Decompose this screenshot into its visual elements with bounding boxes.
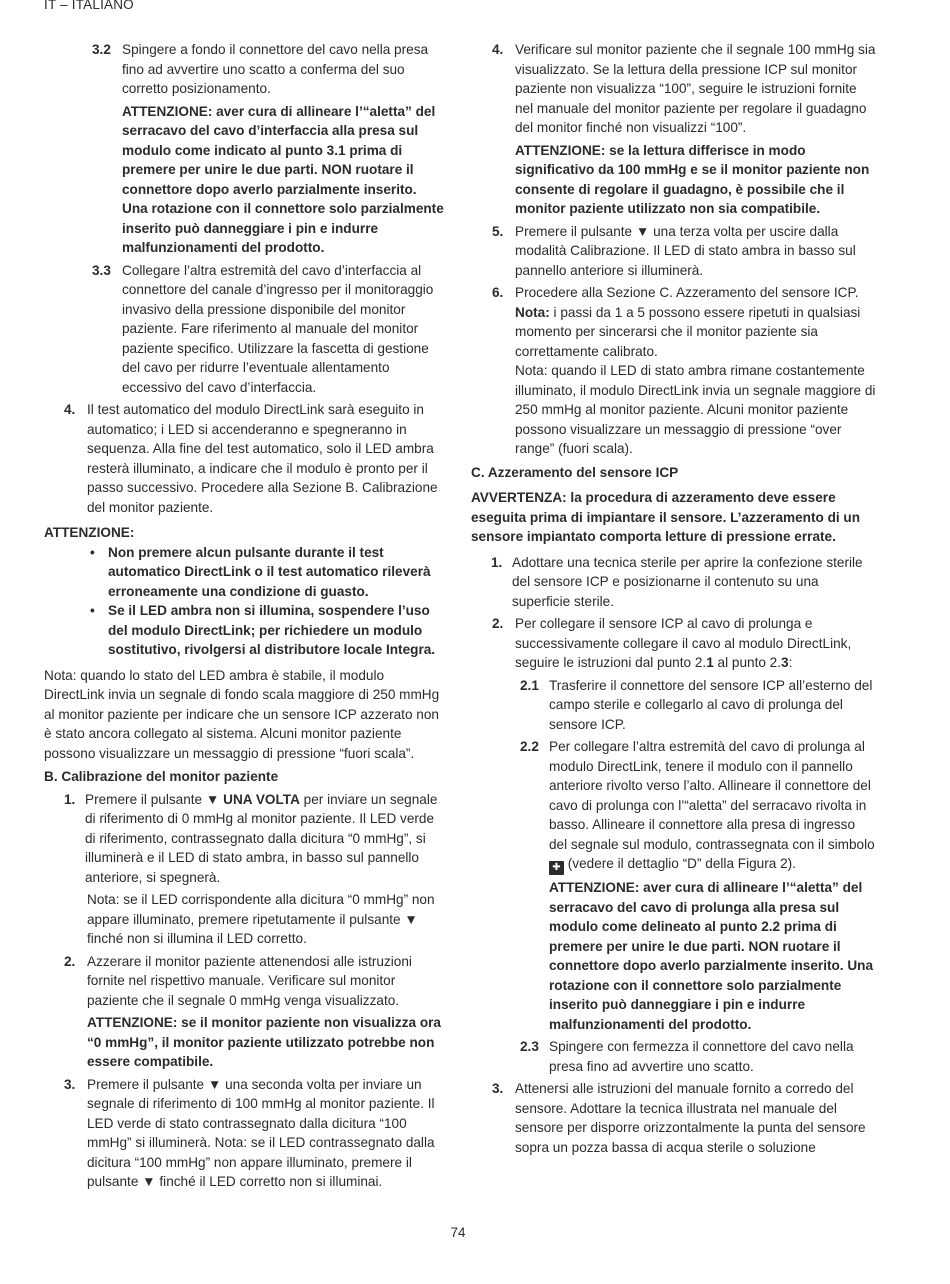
- step-number: 5.: [492, 223, 504, 239]
- step-number: 1.: [64, 791, 76, 807]
- step-number: 2.3: [520, 1039, 539, 1054]
- step-number: 2.: [492, 616, 504, 631]
- right-column: [471, 40, 876, 1157]
- bullet-text: Se il LED ambra non si illumina, sospendere l’uso del modulo DirectLink; per richiedere un modulo sostitutivo, rivolgersi al distributore locale Integra.: [108, 603, 436, 657]
- step-text: Azzerare il monitor paziente attenendosi alle istruzioni fornite nel rispettivo manuale. Verificare sul monitor paziente che il segnale 0 mmHg venga visualizzato.: [87, 953, 412, 1008]
- bullet-item: [90, 601, 446, 660]
- step-text: Procedere alla Sezione C. Azzeramento del sensore ICP.: [515, 285, 859, 300]
- step-b4: [492, 40, 876, 219]
- step-b5: [492, 222, 876, 281]
- warning-text: ATTENZIONE: se la lettura differisce in modo significativo da 100 mmHg e se il monitor paziente non consente di regolare il guadagno, è possibile che il monitor paziente utilizzato non sia compatibile.: [515, 142, 870, 216]
- step-b1: [64, 790, 446, 949]
- bullet-glyph: •: [90, 603, 95, 618]
- step-number: 3.: [492, 1081, 504, 1096]
- page-header: IT – ITALIANO: [44, 0, 134, 12]
- step-text: Premere il pulsante ▼ una terza volta per uscire dalla modalità Calibrazione. Il LED di stato ambra in basso sul pannello anteriore si illuminerà.: [515, 223, 856, 278]
- signal-input-symbol-icon: ✚: [549, 861, 564, 875]
- note-text: Nota: se il LED corrispondente alla dicitura “0 mmHg” non appare illuminato, premere ripetutamente il pulsante ▼ finché non si illumina il LED corretto.: [87, 892, 435, 946]
- step-text: Per collegare il sensore ICP al cavo di prolunga e successivamente collegare il cavo al modulo DirectLink, seguire le istruzioni dal punto 2.1 al punto 2.3:: [515, 616, 852, 670]
- bullet-glyph: •: [90, 544, 95, 560]
- step-3-2: [92, 40, 446, 258]
- step-text: Attenersi alle istruzioni del manuale fornito a corredo del sensore. Adottare la tecnica illustrata nel manuale del sensore per disporre orizzontalmente la punta del sensore sopra un pozza bassa di acqua sterile o soluzione: [515, 1081, 866, 1155]
- step-c3: [492, 1079, 876, 1157]
- step-text: Per collegare l’altra estremità del cavo di prolunga al modulo DirectLink, tenere il modulo con il pannello anteriore rivolto verso l’alto. Allineare il connettore del cavo di prolunga con l’“aletta” del serracavo rivolta in basso. Allineare il connettore alla presa di ingresso del segnale sul modulo, contrassegnata con il simbolo ✚ (vedere il dettaglio “D” della Figura 2).: [549, 739, 875, 873]
- step-number: 2.2: [520, 739, 539, 754]
- step-text: Il test automatico del modulo DirectLink sarà eseguito in automatico; i LED si accenderanno e spegneranno in sequenza. Alla fine del test automatico, solo il LED ambra resterà illuminato, a indicare che il modulo è pronto per il passo successivo. Procedere alla Sezione B. Calibrazione del monitor paziente.: [87, 402, 438, 515]
- note-text: Nota: quando il LED di stato ambra rimane costantemente illuminato, il modulo DirectLink invia un segnale maggiore di 250 mmHg al monitor paziente. Alcuni monitor paziente possono visualizzare un messaggio di pressione “over range” (fuori scala).: [515, 363, 876, 456]
- step-text: Premere il pulsante ▼ UNA VOLTA per inviare un segnale di riferimento di 0 mmHg al monitor paziente. Il LED verde di riferimento, contrassegnato dalla dicitura “0 mmHg”, si illuminerà e il LED di stato ambra, in basso sul pannello anteriore, si spegnerà.: [85, 791, 438, 885]
- step-c2-3: [520, 1037, 876, 1076]
- note-text: Nota: quando lo stato del LED ambra è stabile, il modulo DirectLink invia un segnale di fondo scala maggiore di 250 mmHg al monitor paziente per indicare che un sensore ICP azzerato non è stato ancora collegato al sistema. Alcuni monitor paziente possono visualizzare un messaggio di pressione “fuori scala”.: [44, 667, 440, 761]
- step-c2: [492, 614, 876, 673]
- step-c1: [491, 553, 876, 612]
- step-number: 4.: [492, 42, 504, 57]
- step-number: 4.: [64, 402, 76, 417]
- attention-label: ATTENZIONE:: [44, 525, 135, 540]
- step-number: 2.: [64, 953, 76, 969]
- step-number: 6.: [492, 285, 504, 300]
- note-text: Nota: i passi da 1 a 5 possono essere ripetuti in qualsiasi momento per sincerarsi che il monitor paziente sia correttamente calibrato.: [515, 304, 861, 359]
- step-3-3: [92, 261, 446, 398]
- step-b6: [492, 283, 876, 459]
- step-text: Spingere a fondo il connettore del cavo nella presa fino ad avvertire uno scatto a conferma del suo corretto posizionamento.: [122, 42, 429, 96]
- step-number: 1.: [491, 554, 503, 570]
- warning-text: AVVERTENZA: la procedura di azzeramento deve essere eseguita prima di impiantare il sensore. L’azzeramento di un sensore impiantato comporta letture di pressione errate.: [471, 490, 861, 544]
- page-number: 74: [450, 1225, 466, 1240]
- step-b3: [64, 1075, 446, 1192]
- warning-text: ATTENZIONE: aver cura di allineare l’“aletta” del serracavo del cavo d’interfaccia alla presa sul modulo come indicato al punto 3.1 prima di premere per unire le due parti. NON ruotare il connettore dopo averlo parzialmente inserito. Una rotazione con il connettore solo parzialmente inserito può danneggiare i pin e indurre malfunzionamenti del prodotto.: [122, 103, 444, 255]
- section-b-heading: B. Calibrazione del monitor paziente: [44, 769, 279, 784]
- bullet-text: Non premere alcun pulsante durante il test automatico DirectLink o il test automatico rileverà erroneamente una condizione di guasto.: [108, 544, 431, 599]
- step-b2: [64, 952, 446, 1072]
- step-4: [64, 400, 446, 517]
- step-number: 3.: [64, 1076, 76, 1092]
- step-text: Spingere con fermezza il connettore del cavo nella presa fino ad avvertire uno scatto.: [549, 1039, 854, 1074]
- step-text: Premere il pulsante ▼ una seconda volta per inviare un segnale di riferimento di 100 mmHg al monitor paziente. Il LED verde di stato contrassegnato dalla dicitura “100 mmHg” si illuminerà. Nota: se il LED contrassegnato dalla dicitura “100 mmHg” non appare illuminato, premere il pulsante ▼ finché il LED corretto non si illuminai.: [87, 1076, 435, 1189]
- step-text: Collegare l’altra estremità del cavo d’interfaccia al connettore del canale d’ingresso per il monitoraggio invasivo della pressione disponibile del monitor paziente. Fare riferimento al manuale del monitor paziente specifico. Utilizzare la fascetta di gestione del cavo per ridurre l’eventuale allentamento eccessivo del cavo d’interfaccia.: [122, 262, 434, 395]
- step-text: Trasferire il connettore del sensore ICP all’esterno del campo sterile e collegarlo al cavo di prolunga del sensore ICP.: [549, 677, 873, 732]
- step-number: 3.2: [92, 42, 111, 57]
- step-number: 2.1: [520, 677, 539, 693]
- section-c-heading: C. Azzeramento del sensore ICP: [471, 464, 679, 480]
- warning-text: ATTENZIONE: se il monitor paziente non visualizza ora “0 mmHg”, il monitor paziente utilizzato potrebbe non essere compatibile.: [87, 1015, 441, 1069]
- step-text: Adottare una tecnica sterile per aprire la confezione sterile del sensore ICP e posizionarne il contenuto su una superficie sterile.: [512, 554, 863, 609]
- bullet-item: [90, 543, 446, 602]
- step-text: Verificare sul monitor paziente che il segnale 100 mmHg sia visualizzato. Se la lettura della pressione ICP sul monitor paziente non visualizza “100”, seguire le istruzioni fornite nel manuale del monitor paziente per regolare il guadagno del monitor finché non visualizzi “100”.: [515, 42, 876, 135]
- step-number: 3.3: [92, 262, 111, 278]
- left-column: [44, 40, 446, 1192]
- step-c2-1: [520, 676, 876, 735]
- step-c2-2: [520, 737, 876, 1034]
- warning-text: ATTENZIONE: aver cura di allineare l’“aletta” del serracavo del cavo di prolunga alla presa sul modulo come delineato al punto 2.2 prima di premere per unire le due parti. NON ruotare il connettore dopo averlo parzialmente inserito. Una rotazione con il connettore solo parzialmente inserito può danneggiare i pin e indurre malfunzionamenti del prodotto.: [549, 880, 874, 1032]
